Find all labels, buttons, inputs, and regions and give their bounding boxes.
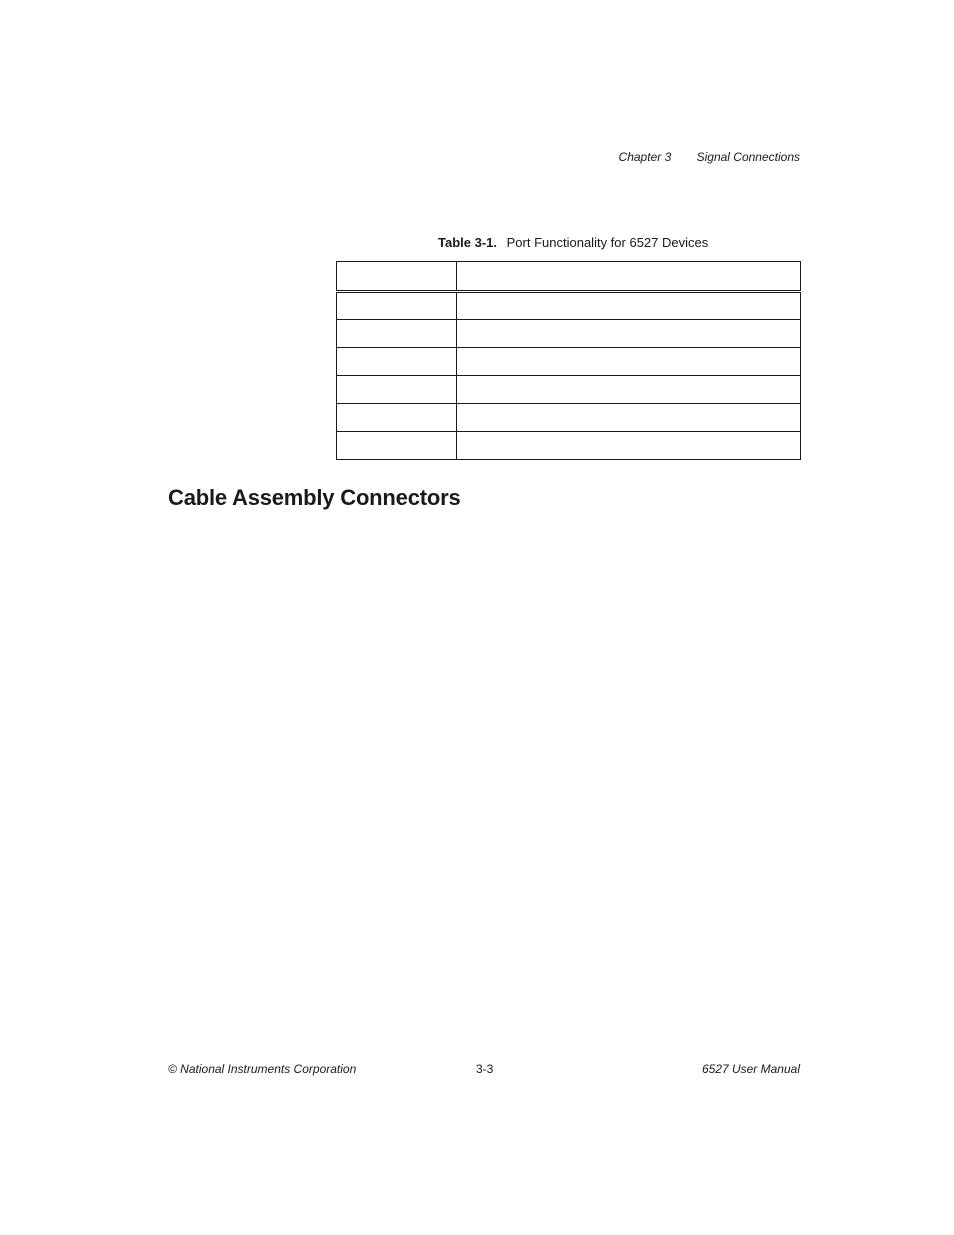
running-head-chapter: Chapter 3	[618, 150, 672, 164]
table-cell	[457, 376, 801, 404]
section-heading: Cable Assembly Connectors	[168, 485, 461, 510]
table-caption-title: Port Functionality for 6527 Devices	[506, 235, 709, 250]
table-caption	[438, 235, 708, 250]
table-cell	[337, 292, 457, 320]
table-cell	[457, 262, 801, 292]
table-header-row	[337, 262, 801, 292]
table-cell	[337, 262, 457, 292]
table-cell	[457, 404, 801, 432]
footer-page-number: 3-3	[476, 1062, 494, 1076]
footer-copyright: © National Instruments Corporation	[168, 1062, 357, 1076]
table-cell	[457, 292, 801, 320]
table-cell	[337, 320, 457, 348]
port-functionality-table	[336, 261, 801, 460]
table-cell	[337, 376, 457, 404]
table-cell	[457, 320, 801, 348]
table-cell	[457, 348, 801, 376]
table-cell	[337, 404, 457, 432]
footer-manual-title: 6527 User Manual	[701, 1062, 800, 1076]
table-row	[337, 404, 801, 432]
table-cell	[457, 432, 801, 460]
table-row	[337, 320, 801, 348]
table-cell	[337, 432, 457, 460]
table-row	[337, 348, 801, 376]
table-row	[337, 432, 801, 460]
running-head	[619, 150, 800, 164]
table-row	[337, 376, 801, 404]
table-caption-number: Table 3-1.	[438, 235, 498, 250]
running-head-title: Signal Connections	[696, 150, 800, 164]
table-row	[337, 292, 801, 320]
table-cell	[337, 348, 457, 376]
